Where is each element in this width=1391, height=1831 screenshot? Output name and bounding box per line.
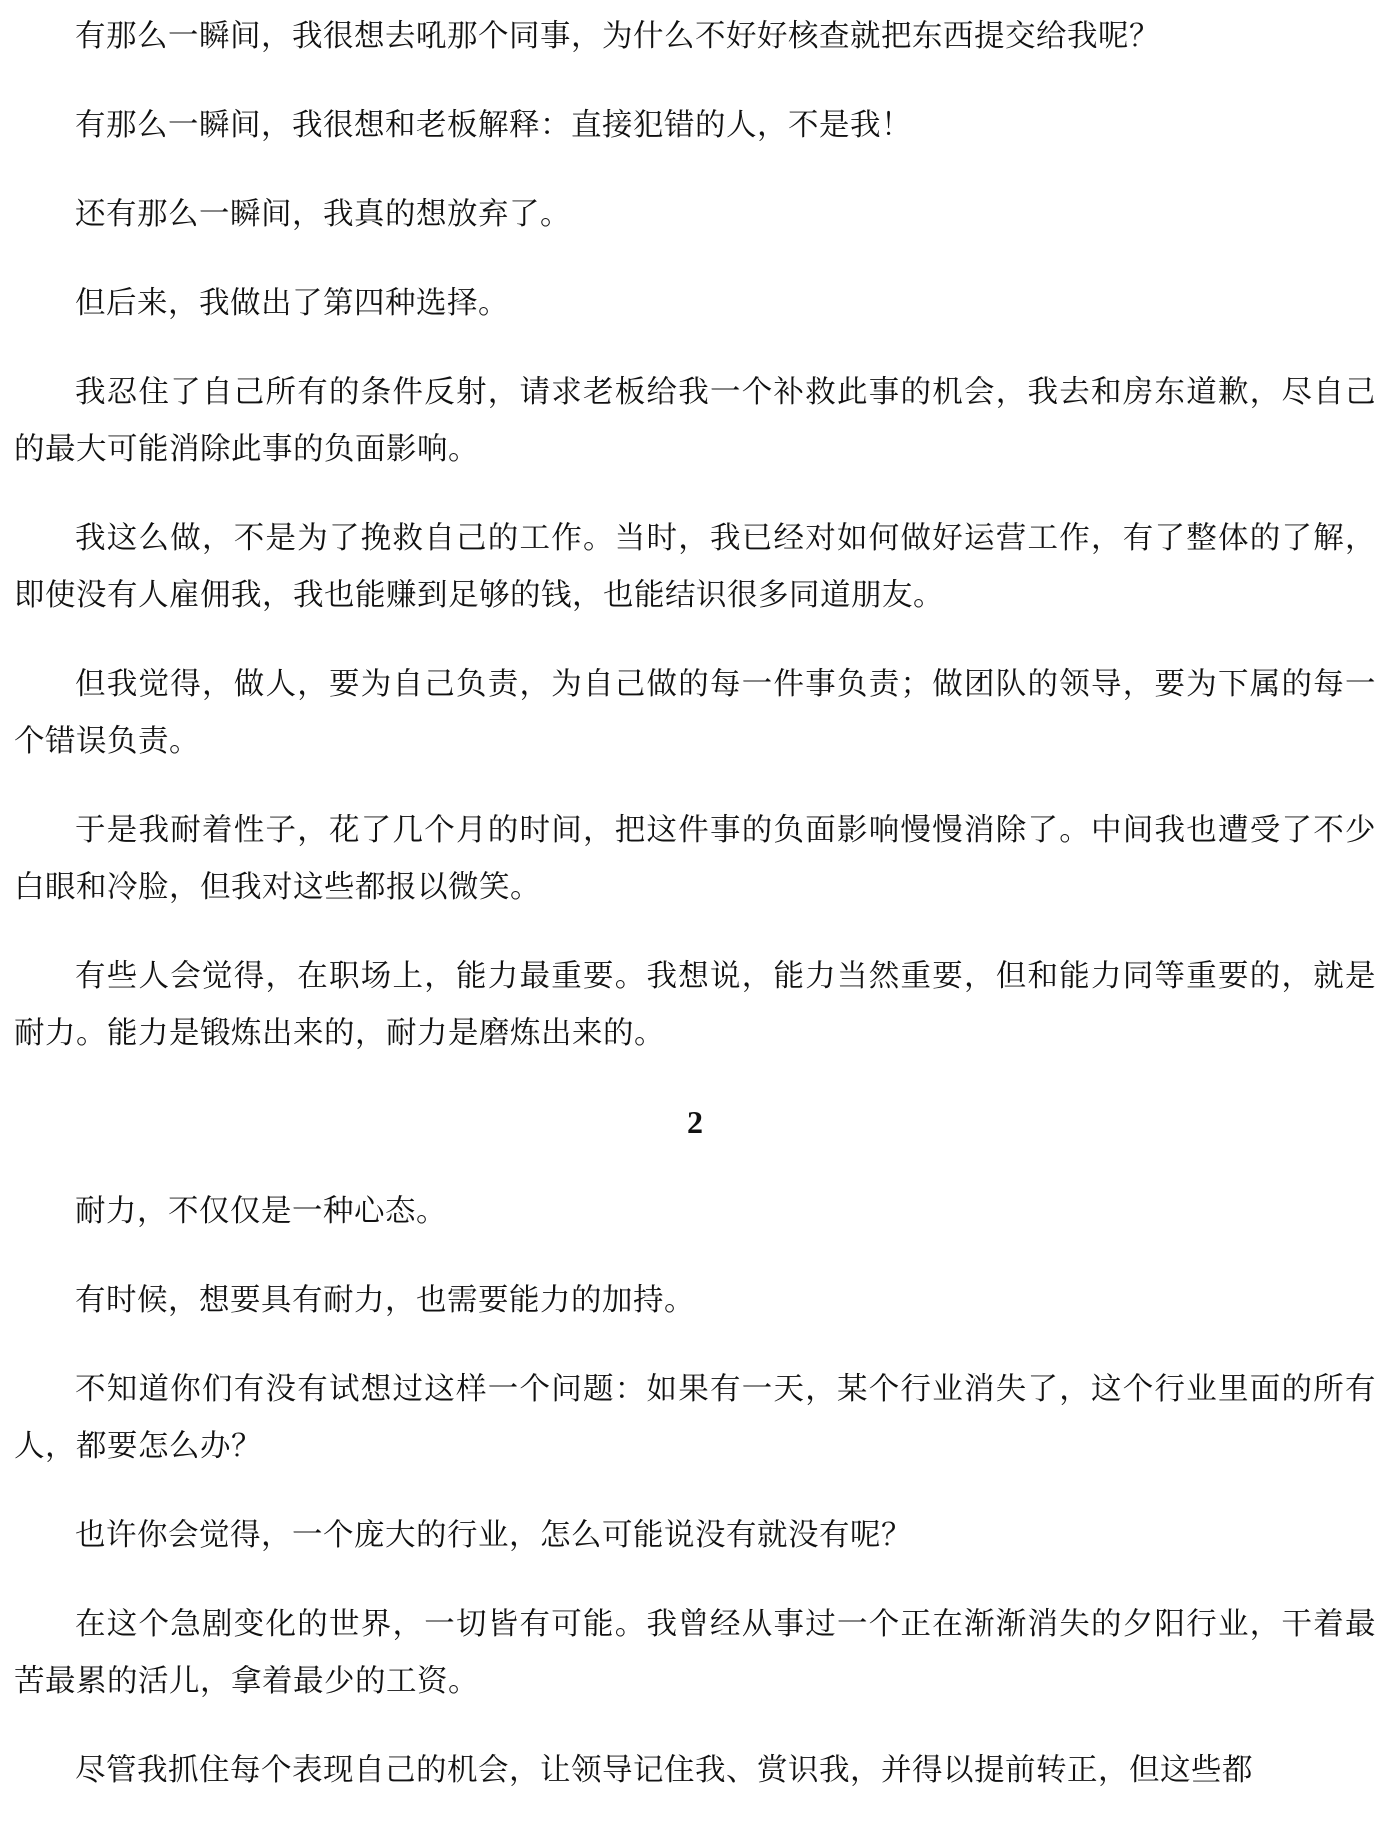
paragraph: 不知道你们有没有试想过这样一个问题：如果有一天，某个行业消失了，这个行业里面的所有人，都要怎么办？ bbox=[14, 1372, 1376, 1464]
paragraph: 还有那么一瞬间，我真的想放弃了。 bbox=[75, 197, 571, 232]
paragraph: 有时候，想要具有耐力，也需要能力的加持。 bbox=[75, 1283, 695, 1318]
section-number: 2 bbox=[687, 1104, 703, 1140]
paragraph: 我忍住了自己所有的条件反射，请求老板给我一个补救此事的机会，我去和房东道歉，尽自己的最大可能消除此事的负面影响。 bbox=[14, 375, 1376, 467]
paragraph: 有些人会觉得，在职场上，能力最重要。我想说，能力当然重要，但和能力同等重要的，就是耐力。能力是锻炼出来的，耐力是磨炼出来的。 bbox=[14, 959, 1376, 1051]
paragraph: 耐力，不仅仅是一种心态。 bbox=[75, 1194, 447, 1229]
paragraph: 我这么做，不是为了挽救自己的工作。当时，我已经对如何做好运营工作，有了整体的了解，即使没有人雇佣我，我也能赚到足够的钱，也能结识很多同道朋友。 bbox=[14, 521, 1376, 613]
paragraph: 但后来，我做出了第四种选择。 bbox=[75, 286, 509, 321]
paragraph: 也许你会觉得，一个庞大的行业，怎么可能说没有就没有呢？ bbox=[75, 1518, 912, 1553]
paragraph: 尽管我抓住每个表现自己的机会，让领导记住我、赏识我，并得以提前转正，但这些都 bbox=[75, 1753, 1253, 1788]
paragraph: 有那么一瞬间，我很想和老板解释：直接犯错的人，不是我！ bbox=[75, 108, 912, 143]
paragraph: 但我觉得，做人，要为自己负责，为自己做的每一件事负责；做团队的领导，要为下属的每一个错误负责。 bbox=[14, 667, 1376, 759]
document-page bbox=[14, 0, 1376, 1831]
paragraph: 于是我耐着性子，花了几个月的时间，把这件事的负面影响慢慢消除了。中间我也遭受了不少白眼和冷脸，但我对这些都报以微笑。 bbox=[14, 813, 1376, 905]
paragraph: 有那么一瞬间，我很想去吼那个同事，为什么不好好核查就把东西提交给我呢？ bbox=[75, 19, 1160, 54]
paragraph: 在这个急剧变化的世界，一切皆有可能。我曾经从事过一个正在渐渐消失的夕阳行业，干着最苦最累的活儿，拿着最少的工资。 bbox=[14, 1607, 1376, 1699]
